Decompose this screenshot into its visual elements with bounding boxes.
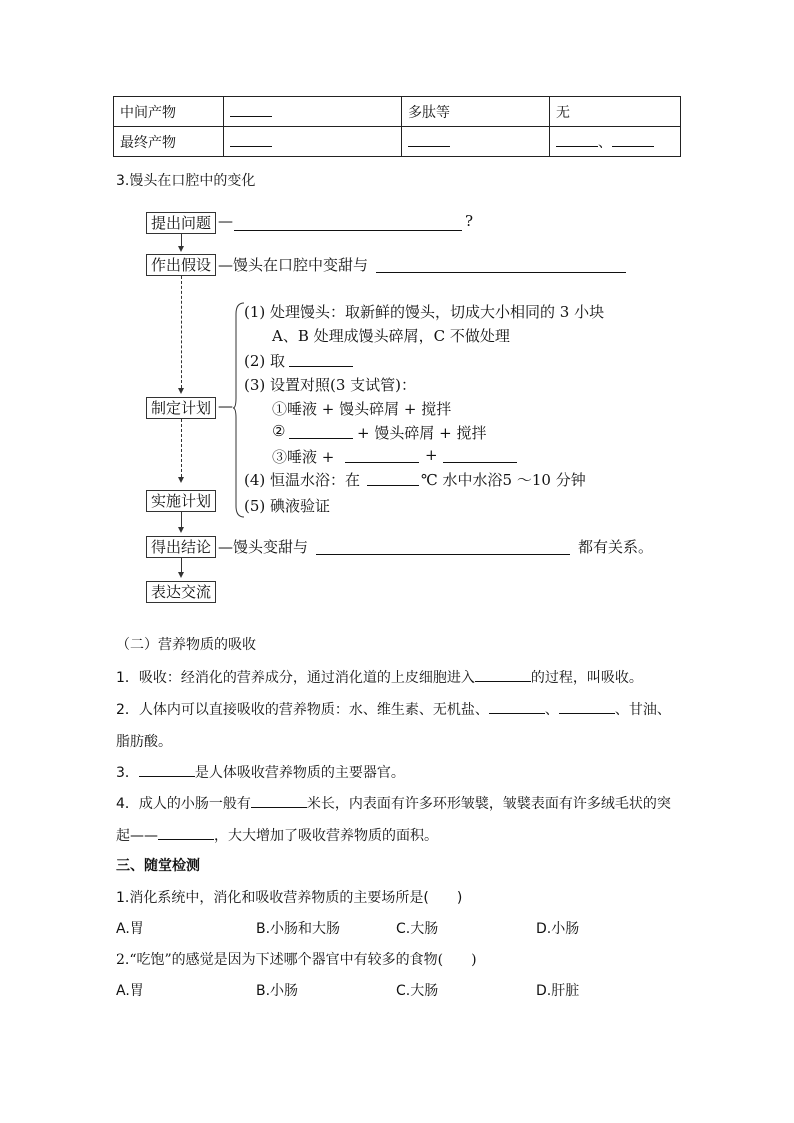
answer-blank[interactable]: [367, 471, 419, 486]
absorption-item-1: [116, 667, 643, 687]
item-text: 的过程，叫吸收。: [530, 670, 643, 686]
plan-step-4-rest: ℃ 水中水浴5 ～10 分钟: [421, 471, 586, 489]
arrow-down-icon: [178, 388, 184, 394]
arrow-down-icon: [178, 246, 184, 252]
answer-blank[interactable]: [376, 258, 626, 273]
plan-step-3a: ①唾液 + 馒头碎屑 + 搅拌: [272, 400, 452, 418]
answer-blank[interactable]: [251, 793, 307, 808]
table-row: [114, 97, 681, 127]
quiz-question-2: 2.“吃饱”的感觉是因为下述哪个器官中有较多的食物( ): [116, 952, 477, 968]
quiz-option[interactable]: A.胃: [116, 921, 144, 937]
item-text: 4．成人的小肠一般有: [116, 796, 251, 812]
flow-dash: —: [218, 212, 233, 230]
flow-box-hypothesis: 作出假设: [146, 254, 216, 276]
item-text: 1．吸收：经消化的营养成分，通过消化道的上皮细胞进入: [116, 670, 475, 686]
quiz-question-1: 1.消化系统中，消化和吸收营养物质的主要场所是( ): [116, 890, 463, 906]
arrow-down-icon: [178, 477, 184, 483]
plan-step-3c: ③唾液 +: [272, 448, 335, 466]
flow-box-plan: 制定计划: [146, 397, 216, 419]
flow-arrow-line: [181, 558, 182, 572]
answer-blank[interactable]: [408, 132, 450, 147]
answer-blank-cell: [224, 127, 402, 157]
flow-box-implement: 实施计划: [146, 490, 216, 512]
answer-blank[interactable]: [345, 448, 419, 463]
arrow-down-icon: [178, 527, 184, 533]
absorption-item-3: [116, 762, 405, 782]
flow-arrow-line: [181, 419, 182, 477]
item-text: 、甘油、: [614, 702, 671, 718]
separator: 、: [598, 134, 612, 151]
answer-blank[interactable]: [158, 825, 214, 840]
quiz-title: 三、随堂检测: [116, 858, 200, 874]
plan-step-3b-rest: + 馒头碎屑 + 搅拌: [357, 424, 487, 442]
answer-blank[interactable]: [475, 667, 531, 682]
absorption-item-2: [116, 699, 671, 719]
quiz-option[interactable]: A.胃: [116, 983, 144, 999]
answer-blank[interactable]: [230, 102, 272, 117]
item-text: 米长，内表面有许多环形皱襞，皱襞表面有许多绒毛状的突: [306, 796, 671, 812]
answer-blank[interactable]: [289, 352, 353, 367]
flow-conclusion-end: 都有关系。: [578, 538, 654, 556]
answer-blank[interactable]: [230, 132, 272, 147]
item-text: 起——: [116, 828, 158, 844]
answer-blank-cell: [224, 97, 402, 127]
section-title: （二）营养物质的吸收: [116, 637, 256, 653]
answer-blank[interactable]: [559, 699, 615, 714]
answer-blank[interactable]: [443, 448, 517, 463]
flow-box-conclusion: 得出结论: [146, 536, 216, 558]
flow-box-communicate: 表达交流: [146, 581, 216, 603]
answer-blank[interactable]: [612, 132, 654, 147]
quiz-option[interactable]: B.小肠: [256, 983, 299, 999]
plan-step-3: (3) 设置对照(3 支试管)：: [244, 376, 417, 394]
quiz-option[interactable]: C.大肠: [396, 921, 439, 937]
plus-sign: +: [425, 446, 438, 464]
quiz-option[interactable]: D.肝脏: [536, 983, 580, 999]
item-text: 2．人体内可以直接吸收的营养物质：水、维生素、无机盐、: [116, 702, 489, 718]
flow-arrow-line: [181, 512, 182, 527]
plan-step-3b: ②: [272, 422, 286, 440]
plan-step-5: (5) 碘液验证: [244, 497, 331, 515]
plan-step-2: (2) 取: [244, 352, 286, 370]
plan-step-4: (4) 恒温水浴：在: [244, 471, 361, 489]
flow-arrow-line: [181, 234, 182, 246]
arrow-down-icon: [178, 572, 184, 578]
answer-blank[interactable]: [489, 699, 545, 714]
answer-blank[interactable]: [556, 132, 598, 147]
flow-dash: —: [218, 397, 233, 415]
separator: 、: [544, 702, 559, 718]
quiz-option[interactable]: D.小肠: [536, 921, 580, 937]
table-cell: 最终产物: [114, 127, 224, 157]
table-cell: 多肽等: [402, 97, 550, 127]
table-cell: 中间产物: [114, 97, 224, 127]
item-text: 3．: [116, 765, 139, 781]
flow-question-mark: ?: [465, 212, 474, 230]
table-row: [114, 127, 681, 157]
answer-blank[interactable]: [289, 424, 353, 439]
answer-blank[interactable]: [316, 540, 570, 555]
digestion-table: [113, 96, 681, 157]
flow-box-question: 提出问题: [146, 212, 216, 234]
plan-step-1-detail: A、B 处理成馒头碎屑，C 不做处理: [272, 327, 510, 345]
quiz-option[interactable]: B.小肠和大肠: [256, 921, 341, 937]
quiz-option[interactable]: C.大肠: [396, 983, 439, 999]
item-text: 是人体吸收营养物质的主要器官。: [194, 765, 405, 781]
flow-conclusion-text: —馒头变甜与: [218, 538, 309, 556]
answer-blank[interactable]: [234, 216, 462, 231]
absorption-item-4: [116, 793, 671, 813]
answer-blank[interactable]: [139, 762, 195, 777]
absorption-item-2-cont: 脂肪酸。: [116, 734, 172, 750]
item-text: ，大大增加了吸收营养物质的面积。: [214, 828, 438, 844]
answer-blank-cell: [402, 127, 550, 157]
section-title: 3.馒头在口腔中的变化: [116, 173, 256, 189]
plan-step-1: (1) 处理馒头：取新鲜的馒头，切成大小相同的 3 小块: [244, 303, 605, 321]
table-cell: 无: [550, 97, 681, 127]
answer-blank-cell: [550, 127, 681, 157]
absorption-item-4-cont: [116, 825, 438, 845]
flow-hypothesis-text: —馒头在口腔中变甜与: [218, 256, 369, 274]
flow-arrow-line: [181, 276, 182, 388]
